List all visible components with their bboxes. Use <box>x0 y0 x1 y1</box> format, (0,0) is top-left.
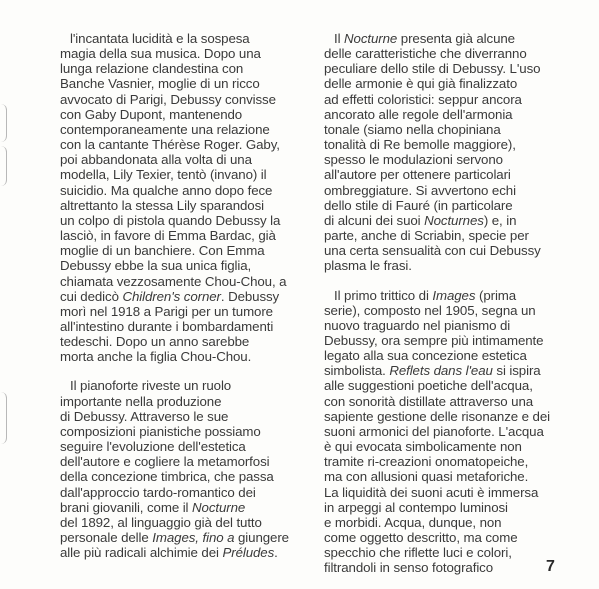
text-line <box>60 394 312 409</box>
text-segment: come oggetto descritto, ma come <box>324 530 518 545</box>
text-line <box>324 545 574 560</box>
text-segment: delle caratteristiche che diverranno <box>324 46 527 62</box>
text-segment: modella, Lily Texier, tentò (invano) il <box>60 167 267 183</box>
text-segment: Il <box>334 31 345 46</box>
text-segment: ombreggiature. Si avvertono echi <box>324 182 516 198</box>
text-line <box>60 289 312 304</box>
text-line <box>60 152 312 167</box>
text-segment: suoni armonici del pianoforte. L'acqua <box>324 423 544 439</box>
text-line <box>60 31 312 46</box>
text-line <box>324 515 574 530</box>
text-segment: delle armonie è qui già finalizzato <box>324 76 518 92</box>
text-segment: di Debussy. Attraverso le sue <box>60 408 229 424</box>
paragraph-gap <box>324 274 574 288</box>
text-segment: con la cantante Thérèse Roger. Gaby, <box>60 137 280 153</box>
text-line <box>324 303 574 318</box>
text-line <box>60 349 312 364</box>
text-segment: tonalità di Re bemolle maggiore), <box>324 137 516 153</box>
text-segment: ) e, in <box>483 212 517 228</box>
text-segment: Il pianoforte riveste un ruolo <box>70 378 232 394</box>
text-line <box>324 152 574 167</box>
text-segment: morì nel 1918 a Parigi per un tumore <box>60 303 273 319</box>
text-line <box>324 454 574 469</box>
text-segment: è qui evocata simbolicamente non <box>324 439 522 455</box>
text-segment: composizioni pianistiche possiamo <box>60 423 261 439</box>
text-segment: sapiente gestione delle risonanze e dei <box>324 408 551 424</box>
text-segment: nuovo traguardo nel pianismo di <box>324 317 511 333</box>
text-segment: plasma le frasi. <box>324 258 412 274</box>
text-line <box>324 213 574 228</box>
text-segment: . <box>274 545 278 561</box>
text-segment: ma con allusioni quasi metaforiche. <box>324 469 529 485</box>
text-segment: si ispira <box>492 363 541 379</box>
page-number: 7 <box>546 558 555 575</box>
text-segment: Banche Vasnier, moglie di un ricco <box>60 76 260 92</box>
text-segment: lasciò, in favore di Emma Bardac, già <box>60 228 276 244</box>
text-segment: di alcuni dei suoi <box>324 212 425 228</box>
text-segment: legato alla sua concezione estetica <box>324 348 527 364</box>
text-line <box>324 31 574 46</box>
text-segment: seguire l'evoluzione dell'estetica <box>60 439 246 455</box>
text-segment: poi abbandonata alla volta di una <box>60 152 252 168</box>
italic-title: Images, fino a <box>152 530 235 545</box>
text-line <box>324 258 574 273</box>
text-segment: cui dedicò <box>60 288 123 304</box>
text-line <box>324 167 574 182</box>
text-segment: altrettanto la stessa Lily sparandosi <box>60 197 264 213</box>
right-text-column <box>324 31 574 575</box>
text-line <box>324 363 574 378</box>
text-line <box>324 76 574 91</box>
text-segment: specchio che riflette luci e colori, <box>324 545 512 561</box>
text-line <box>324 560 574 575</box>
text-segment: ad effetti coloristici: seppur ancora <box>324 91 522 107</box>
text-line <box>60 107 312 122</box>
text-segment: brani giovanili, come il <box>60 499 193 515</box>
text-line <box>324 122 574 137</box>
text-segment: simbolista. <box>324 363 390 379</box>
text-line <box>60 469 312 484</box>
text-segment: tedeschi. Dopo un anno sarebbe <box>60 334 250 350</box>
text-line <box>60 258 312 273</box>
text-line <box>324 228 574 243</box>
text-segment: del 1892, al linguaggio già del tutto <box>60 514 262 530</box>
text-line <box>324 198 574 213</box>
text-line <box>324 469 574 484</box>
text-segment: peculiare dello stile di Debussy. L'uso <box>324 61 541 77</box>
text-line <box>60 198 312 213</box>
italic-title: Children's corner <box>122 288 221 304</box>
text-segment: personale delle <box>60 530 153 545</box>
text-segment: parte, anche di Scriabin, specie per <box>324 228 529 244</box>
text-line <box>60 92 312 107</box>
text-segment: serie), composto nel 1905, segna un <box>324 302 536 318</box>
italic-title: Nocturnes <box>424 212 484 228</box>
text-line <box>324 530 574 545</box>
text-segment: La liquidità dei suoni acuti è immersa <box>324 484 539 500</box>
text-line <box>324 333 574 348</box>
text-line <box>60 424 312 439</box>
text-line <box>324 288 574 303</box>
text-segment: della concezione timbrica, che passa <box>60 469 274 485</box>
binding-mark <box>0 392 7 444</box>
text-line <box>60 167 312 182</box>
text-line <box>324 243 574 258</box>
italic-title: Reflets dans l'eau <box>389 363 493 379</box>
text-segment: chiamata vezzosamente Chou-Chou, a <box>60 273 287 289</box>
text-segment: tramite ri-creazioni onomatopeiche, <box>324 454 529 470</box>
text-segment: alle più radicali alchimie dei <box>60 545 223 561</box>
text-line <box>324 424 574 439</box>
text-line <box>60 545 312 560</box>
italic-title: Images <box>432 287 476 303</box>
text-segment: moglie di un banchiere. Con Emma <box>60 243 265 259</box>
text-segment: (prima <box>475 287 517 303</box>
text-segment: l'incantata lucidità e la sospesa <box>70 31 250 46</box>
text-segment: contemporaneamente una relazione <box>60 121 270 137</box>
text-segment: lunga relazione clandestina con <box>60 61 244 77</box>
text-segment: all'autore per ottenere particolari <box>324 167 511 183</box>
text-segment: all'intestino durante i bombardamenti <box>60 318 274 334</box>
text-line <box>324 46 574 61</box>
text-segment: giungere <box>234 530 289 545</box>
text-line <box>60 122 312 137</box>
text-line <box>324 348 574 363</box>
text-segment: magia della sua musica. Dopo una <box>60 46 261 62</box>
text-line <box>324 409 574 424</box>
text-segment: suicidio. Ma qualche anno dopo fece <box>60 182 273 198</box>
text-segment: avvocato di Parigi, Debussy convisse <box>60 91 276 107</box>
text-segment: dell'autore e cogliere la metamorfosi <box>60 454 270 470</box>
text-line <box>60 485 312 500</box>
text-line <box>60 454 312 469</box>
text-segment: dall'approccio tardo-romantico dei <box>60 484 256 500</box>
text-line <box>324 485 574 500</box>
text-segment: tonale (siamo nella chopiniana <box>324 121 501 137</box>
text-line <box>324 92 574 107</box>
text-segment: . Debussy <box>220 288 280 304</box>
text-line <box>60 378 312 393</box>
text-segment: ancorato alle regole dell'armonia <box>324 106 513 122</box>
text-line <box>60 500 312 515</box>
text-segment: una certa sensualità con cui Debussy <box>324 243 541 259</box>
text-line <box>324 439 574 454</box>
text-segment: con Gaby Dupont, mantenendo <box>60 106 243 122</box>
text-line <box>60 137 312 152</box>
text-line <box>60 61 312 76</box>
text-line <box>324 500 574 515</box>
text-line <box>60 183 312 198</box>
text-segment: e morbidi. Acqua, dunque, non <box>324 514 502 530</box>
text-line <box>324 318 574 333</box>
paragraph-gap <box>60 364 312 378</box>
text-line <box>60 213 312 228</box>
text-line <box>60 228 312 243</box>
text-line <box>60 409 312 424</box>
text-line <box>60 46 312 61</box>
text-line <box>324 61 574 76</box>
text-segment: morta anche la figlia Chou-Chou. <box>60 349 252 365</box>
text-line <box>324 378 574 393</box>
italic-title: Nocturne <box>344 31 398 46</box>
binding-mark <box>0 104 7 142</box>
text-segment: in arpeggi al contempo luminosi <box>324 499 508 515</box>
text-segment: con sonorità distillate attraverso una <box>324 393 534 409</box>
text-segment: un colpo di pistola quando Debussy la <box>60 212 281 228</box>
text-segment: spesso le modulazioni servono <box>324 152 503 168</box>
text-segment: Debussy ebbe la sua unica figlia, <box>60 258 252 274</box>
text-line <box>324 137 574 152</box>
text-segment: Debussy, ora sempre più intimamente <box>324 332 544 348</box>
text-line <box>60 274 312 289</box>
left-text-column <box>60 31 312 560</box>
binding-mark <box>0 146 7 186</box>
text-line <box>60 439 312 454</box>
text-line <box>60 319 312 334</box>
text-segment: dello stile di Fauré (in particolare <box>324 197 513 213</box>
text-segment: Il primo trittico di <box>334 287 433 303</box>
text-line <box>324 394 574 409</box>
text-segment: presenta già alcune <box>397 31 515 46</box>
text-line <box>324 107 574 122</box>
text-segment: filtrandoli in senso fotografico <box>324 560 494 576</box>
italic-title: Nocturne <box>192 499 246 515</box>
italic-title: Préludes <box>222 545 275 561</box>
text-line <box>60 243 312 258</box>
text-segment: alle suggestioni poetiche dell'acqua, <box>324 378 533 394</box>
text-segment: importante nella produzione <box>60 393 222 409</box>
text-line <box>60 76 312 91</box>
text-line <box>324 183 574 198</box>
text-line <box>60 304 312 319</box>
text-line <box>60 515 312 530</box>
text-line <box>60 334 312 349</box>
text-line <box>60 530 312 545</box>
